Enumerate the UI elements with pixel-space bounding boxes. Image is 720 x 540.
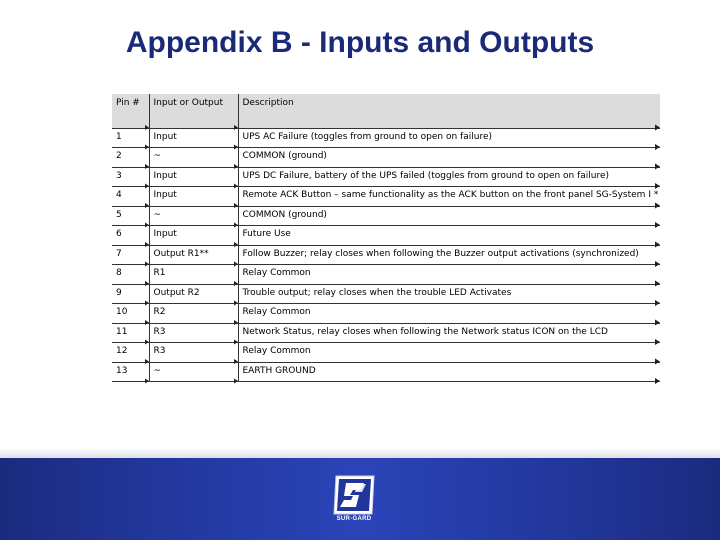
io-cell: Output R1** bbox=[149, 245, 238, 265]
io-cell: ~ bbox=[149, 148, 238, 168]
io-cell: R2 bbox=[149, 304, 238, 324]
description-cell: Future Use bbox=[242, 229, 291, 239]
io-cell: Output R2 bbox=[149, 284, 238, 304]
table-row bbox=[112, 343, 660, 363]
table-row bbox=[112, 284, 660, 304]
description-cell: Trouble output; relay closes when the trouble LED Activates bbox=[242, 287, 512, 298]
description-cell: Relay Common bbox=[242, 307, 311, 317]
pin-cell: 13 bbox=[112, 362, 149, 382]
description-cell: Relay Common bbox=[242, 346, 311, 356]
description-cell: COMMON (ground) bbox=[242, 209, 327, 220]
table-row bbox=[112, 128, 660, 148]
io-cell: Input bbox=[149, 128, 238, 148]
description-cell: EARTH GROUND bbox=[242, 365, 316, 376]
pin-cell: 7 bbox=[112, 245, 149, 265]
pin-cell: 6 bbox=[112, 226, 149, 246]
pin-cell: 5 bbox=[112, 206, 149, 226]
header-pin-label: Pin # bbox=[116, 98, 140, 108]
table-row bbox=[112, 226, 660, 246]
description-cell: COMMON (ground) bbox=[242, 151, 327, 161]
table-row bbox=[112, 187, 660, 207]
header-io bbox=[149, 94, 238, 128]
description-cell: Network Status, relay closes when following the Network status ICON on the LCD bbox=[242, 326, 608, 337]
table-row bbox=[112, 148, 660, 168]
table-row bbox=[112, 206, 660, 226]
description-cell: Follow Buzzer; relay closes when following the Buzzer output activations (synchronized) bbox=[242, 248, 639, 259]
table-row bbox=[112, 265, 660, 285]
description-cell: Relay Common bbox=[242, 268, 311, 278]
io-cell: ~ bbox=[149, 362, 238, 382]
io-cell: Input bbox=[149, 187, 238, 207]
io-table bbox=[112, 94, 660, 382]
io-cell: R3 bbox=[149, 323, 238, 343]
pin-cell: 11 bbox=[112, 323, 149, 343]
io-cell: Input bbox=[149, 226, 238, 246]
table-row bbox=[112, 362, 660, 382]
table-row bbox=[112, 323, 660, 343]
io-cell: ~ bbox=[149, 206, 238, 226]
header-io-label: Input or Output bbox=[153, 98, 223, 108]
pin-cell: 12 bbox=[112, 343, 149, 363]
header-pin bbox=[112, 94, 149, 128]
footer-shadow bbox=[0, 448, 720, 458]
pin-cell: 3 bbox=[112, 167, 149, 187]
pin-cell: 9 bbox=[112, 284, 149, 304]
table-header-row bbox=[112, 94, 660, 128]
io-cell: R3 bbox=[149, 343, 238, 363]
page-title: Appendix B - Inputs and Outputs bbox=[125, 26, 595, 59]
header-description: Description bbox=[242, 98, 294, 108]
table-row bbox=[112, 304, 660, 324]
pin-cell: 1 bbox=[112, 128, 149, 148]
pin-cell: 8 bbox=[112, 265, 149, 285]
description-cell: UPS AC Failure (toggles from ground to open on failure) bbox=[242, 131, 492, 142]
io-cell: Input bbox=[149, 167, 238, 187]
pin-cell: 10 bbox=[112, 304, 149, 324]
pin-cell: 4 bbox=[112, 187, 149, 207]
description-cell: Remote ACK Button – same functionality as the ACK button on the front panel SG-System I * bbox=[242, 190, 659, 200]
table-row bbox=[112, 167, 660, 187]
logo-label: SUR-GARD bbox=[336, 516, 372, 522]
description-cell: UPS DC Failure, battery of the UPS failed (toggles from ground to open on failure) bbox=[242, 170, 610, 181]
pin-cell: 2 bbox=[112, 148, 149, 168]
table-row bbox=[112, 245, 660, 265]
io-cell: R1 bbox=[149, 265, 238, 285]
